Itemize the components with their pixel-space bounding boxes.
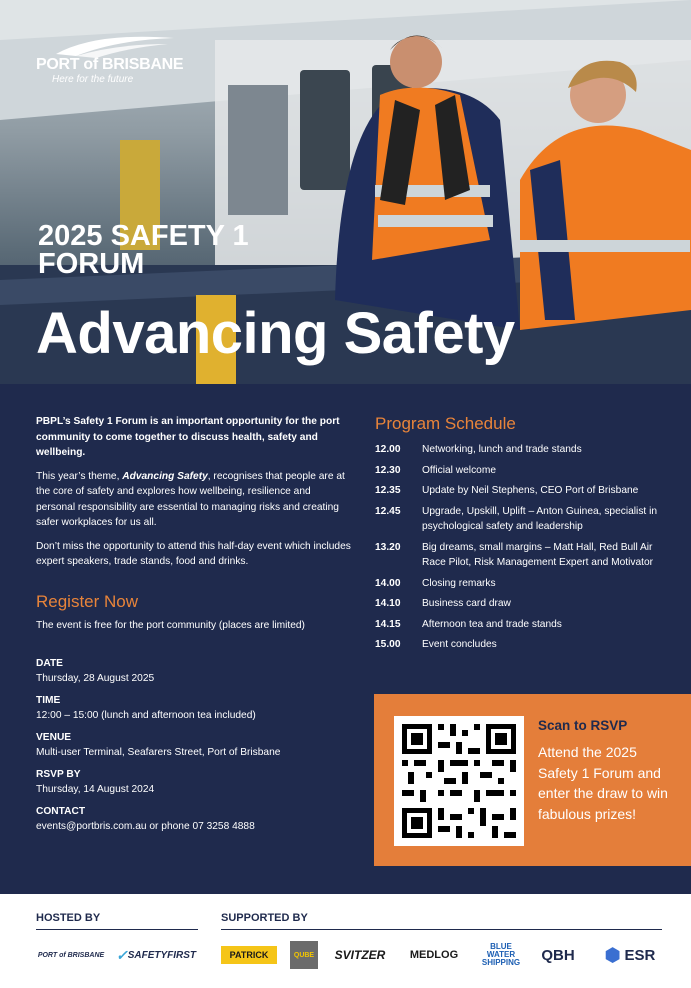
detail-label: DATE (36, 658, 63, 669)
sponsor-label: ESR (624, 946, 656, 964)
schedule-time: 12.45 (375, 505, 401, 517)
schedule-item (375, 596, 675, 612)
program-schedule (375, 442, 675, 658)
schedule-desc: Afternoon tea and trade stands (422, 618, 562, 630)
schedule-desc: Upgrade, Upskill, Uplift – Anton Guinea, specialist in psychological safety and leadership (422, 505, 657, 532)
host-logo-port: PORT of BRISBANE (37, 951, 105, 959)
headline: Advancing Safety (36, 301, 515, 366)
logo-brand: PORT of BRISBANE (36, 56, 184, 73)
rsvp-box (374, 694, 691, 866)
divider (221, 929, 662, 930)
program-title: Program Schedule (375, 414, 516, 433)
detail-value: Thursday, 14 August 2024 (36, 784, 155, 795)
theme-prefix: This year’s theme, (36, 470, 123, 482)
hero-banner (0, 0, 691, 384)
supported-by-label: SUPPORTED BY (221, 912, 308, 924)
event-title: 2025 SAFETY 1 FORUM (38, 220, 249, 280)
schedule-desc: Official welcome (422, 464, 496, 476)
theme-name: Advancing Safety (122, 470, 208, 482)
schedule-item (375, 483, 675, 499)
host-logo-label: SAFETYFIRST (127, 949, 197, 961)
schedule-desc: Closing remarks (422, 577, 496, 589)
detail-value: Multi-user Terminal, Seafarers Street, Port of Brisbane (36, 747, 281, 758)
register-title: Register Now (36, 592, 139, 611)
schedule-time: 12.00 (375, 444, 401, 455)
detail-value: Thursday, 28 August 2025 (36, 673, 155, 684)
wave-icon (56, 36, 176, 58)
sponsor-logo-esr (598, 938, 662, 972)
schedule-item (375, 540, 675, 571)
intro-theme (36, 469, 351, 531)
divider (36, 929, 198, 930)
schedule-desc: Event concludes (422, 639, 497, 650)
qr-code-icon (394, 716, 524, 846)
detail-label: RSVP BY (36, 769, 81, 780)
schedule-time: 15.00 (375, 639, 401, 650)
schedule-item (375, 576, 675, 592)
schedule-item (375, 463, 675, 479)
event-details (36, 650, 356, 835)
sponsor-logo-qbh: QBH (541, 946, 575, 964)
sponsor-logo-patrick: PATRICK (221, 946, 277, 964)
register-subtitle: The event is free for the port community (places are limited) (36, 620, 305, 631)
check-icon: ✓ (115, 946, 128, 963)
qr-code[interactable] (394, 716, 524, 846)
theme-suffix: , recognises that people are at the core of safety and explores how wellbeing, resilience and personal responsibility are essential to managing risks and creating safer workplaces for us all. (36, 470, 345, 528)
intro-section (36, 414, 351, 578)
rsvp-title: Scan to RSVP (538, 718, 628, 733)
detail-label: CONTACT (36, 806, 86, 817)
schedule-time: 14.00 (375, 577, 401, 589)
schedule-desc: Networking, lunch and trade stands (422, 444, 582, 455)
detail-label: TIME (36, 695, 61, 706)
schedule-desc: Big dreams, small margins – Matt Hall, Red Bull Air Race Pilot, Risk Management Expert and Motivator (422, 541, 654, 568)
cube-icon: ⬢ (604, 944, 621, 965)
detail-label: VENUE (36, 732, 72, 743)
contact-value[interactable]: events@portbris.com.au or phone 07 3258 4888 (36, 821, 255, 832)
schedule-time: 13.20 (375, 541, 401, 553)
intro-lead: PBPL’s Safety 1 Forum is an important opportunity for the port community to come together to discuss health, safety and wellbeing. (36, 416, 340, 458)
detail-value: 12:00 – 15:00 (lunch and afternoon tea included) (36, 710, 256, 721)
schedule-time: 14.10 (375, 598, 401, 609)
schedule-item (375, 617, 675, 633)
host-logo-safetyfirst (112, 938, 200, 972)
schedule-desc: Update by Neil Stephens, CEO Port of Brisbane (422, 485, 639, 496)
schedule-time: 12.30 (375, 464, 401, 476)
sponsor-logo-svitzer: SVITZER (334, 948, 386, 962)
schedule-time: 12.35 (375, 485, 401, 496)
sponsor-logo-medlog: MEDLOG (409, 949, 459, 961)
footer (0, 894, 691, 988)
sponsor-logo-qube: QUBE (290, 941, 318, 969)
rsvp-text: Attend the 2025 Safety 1 Forum and enter the draw to win fabulous prizes! (538, 744, 668, 822)
schedule-item (375, 442, 675, 458)
hosted-by-label: HOSTED BY (36, 912, 101, 924)
sponsor-logo-bluewater: BLUE WATER SHIPPING (481, 942, 521, 967)
port-logo (36, 38, 183, 85)
schedule-item (375, 504, 675, 535)
intro-closing: Don’t miss the opportunity to attend this half-day event which includes expert speakers, trade stands, food and drinks. (36, 540, 351, 567)
logo-tagline: Here for the future (52, 74, 134, 85)
schedule-time: 14.15 (375, 618, 401, 630)
schedule-item (375, 637, 675, 653)
info-panel (0, 384, 691, 894)
schedule-desc: Business card draw (422, 598, 511, 609)
